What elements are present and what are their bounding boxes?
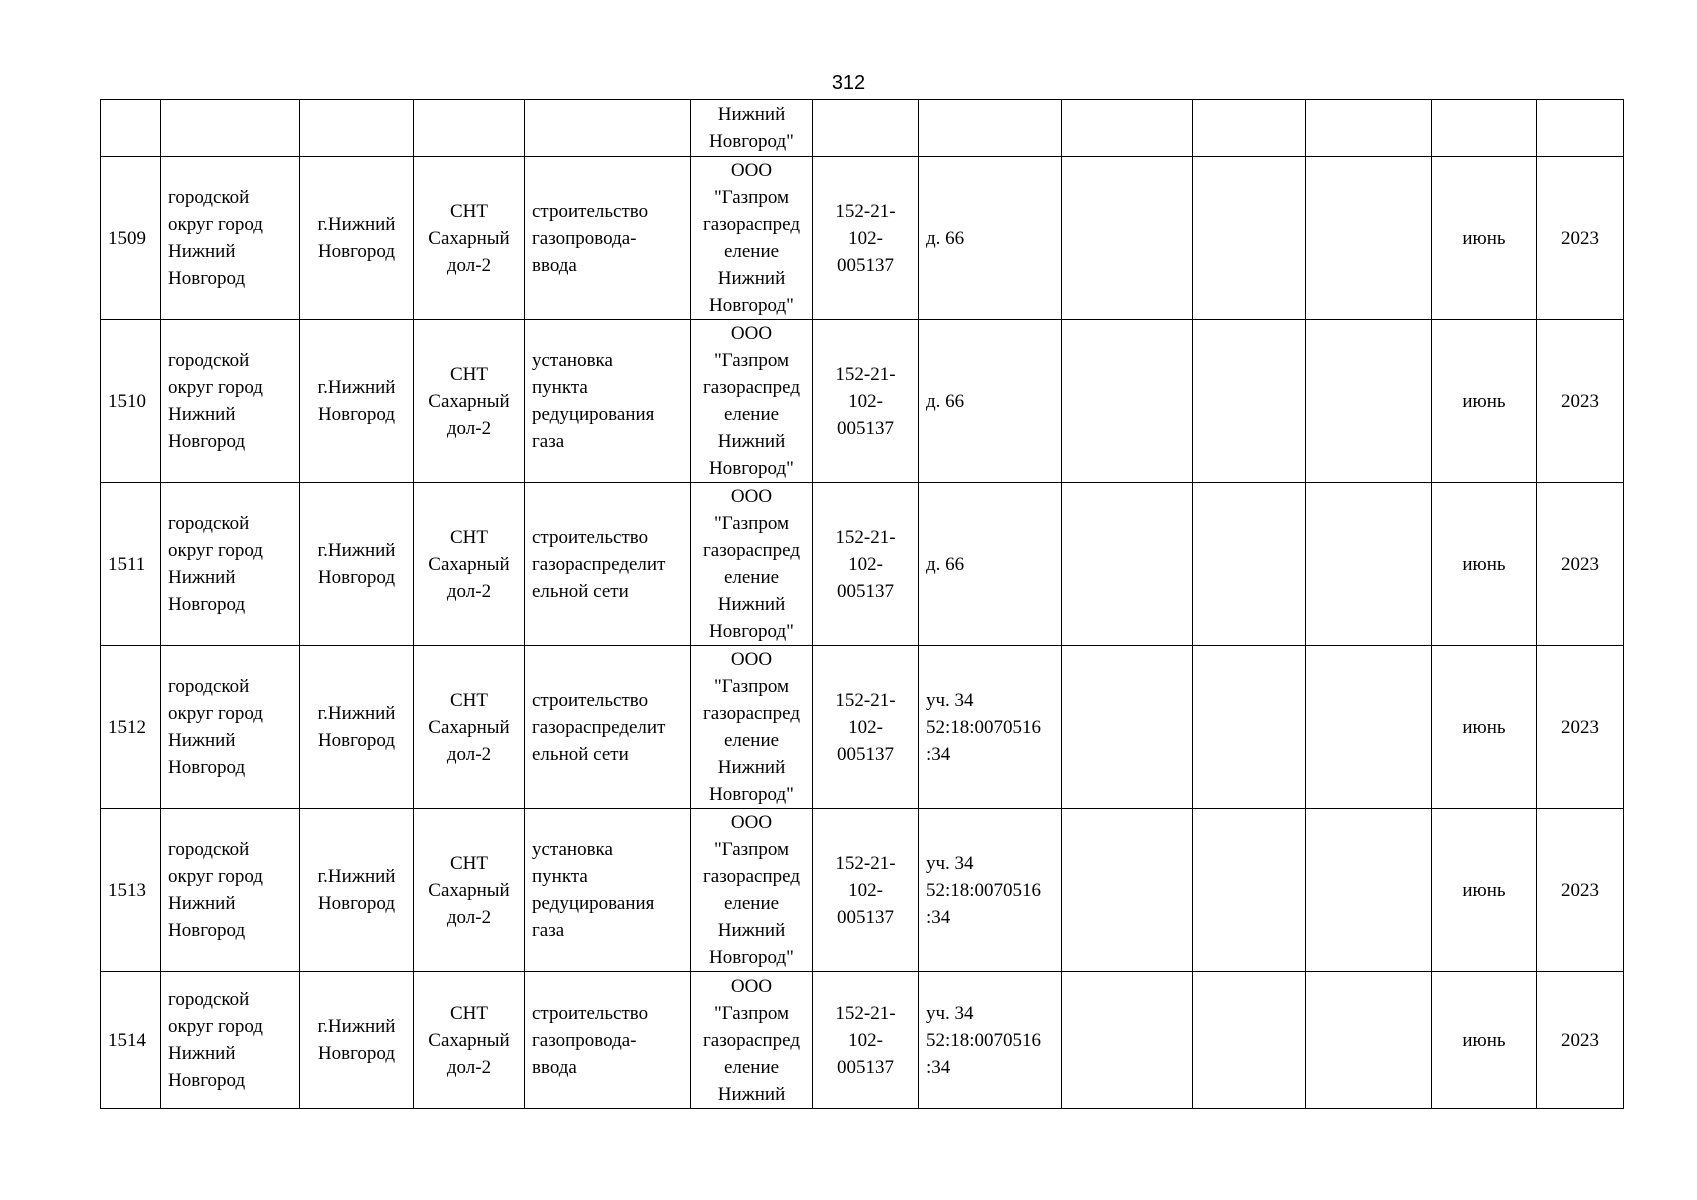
org-line: "Газпром	[713, 513, 790, 534]
district-line: Нижний	[168, 1043, 236, 1064]
year-cell: 2023	[1537, 646, 1624, 809]
city-cell	[300, 483, 414, 646]
district-line: округ город	[168, 214, 263, 235]
place-cell	[414, 646, 525, 809]
org-cell	[691, 972, 813, 1109]
org-line: Нижний	[717, 594, 786, 615]
empty-cell	[1062, 100, 1193, 157]
row-number-cell: 1514	[101, 972, 161, 1109]
place-cell	[414, 320, 525, 483]
empty-cell	[1062, 809, 1193, 972]
org-line: Нижний	[717, 104, 786, 125]
empty-cell	[1432, 100, 1537, 157]
place-line: СНТ	[450, 1002, 488, 1024]
empty-cell	[1193, 157, 1306, 320]
work-type-line: установка	[532, 839, 613, 860]
empty-cell	[101, 100, 161, 157]
code-cell	[813, 157, 919, 320]
empty-cell	[1062, 320, 1193, 483]
place-line: Сахарный	[428, 879, 510, 901]
empty-cell	[1193, 100, 1306, 157]
empty-cell	[1306, 157, 1432, 320]
row-number-cell: 1513	[101, 809, 161, 972]
empty-cell	[1306, 646, 1432, 809]
empty-cell	[1306, 100, 1432, 157]
org-line: газораспред	[702, 1029, 800, 1051]
city-line: Новгород	[317, 567, 396, 588]
month-cell: июнь	[1432, 972, 1537, 1109]
table-row	[101, 972, 1624, 1109]
address-cell	[919, 972, 1062, 1109]
work-type-line: ельной сети	[532, 743, 629, 765]
org-cell	[691, 483, 813, 646]
table-row	[101, 483, 1624, 646]
code-cell	[813, 972, 919, 1109]
table-row	[101, 809, 1624, 972]
empty-cell	[1193, 972, 1306, 1109]
table-row	[101, 157, 1624, 320]
work-type-line: ельной сети	[532, 580, 629, 602]
address-line: 52:18:0070516	[926, 716, 1042, 738]
district-line: округ город	[168, 540, 263, 561]
org-cell	[691, 157, 813, 320]
org-line: еление	[723, 241, 780, 262]
work-type-line: ввода	[532, 254, 577, 276]
empty-cell	[1062, 157, 1193, 320]
place-line: дол-2	[446, 743, 492, 765]
empty-cell	[414, 100, 525, 157]
address-line: :34	[926, 906, 951, 928]
address-cell	[919, 809, 1062, 972]
org-line: ООО	[730, 975, 773, 997]
empty-cell	[813, 100, 919, 157]
place-line: дол-2	[446, 1056, 492, 1078]
code-line: 152-21-	[835, 526, 896, 548]
work-type-cell	[525, 646, 691, 809]
code-line: 102-	[848, 879, 883, 901]
city-line: Новгород	[317, 1043, 396, 1064]
code-line: 102-	[848, 390, 883, 412]
district-line: Нижний	[168, 241, 236, 262]
work-type-line: строительство	[532, 200, 649, 222]
place-cell	[414, 157, 525, 320]
code-line: 102-	[848, 227, 883, 249]
district-line: Новгород	[168, 1070, 246, 1091]
district-line: Новгород	[168, 594, 246, 615]
empty-cell	[1306, 483, 1432, 646]
city-line: г.Нижний	[317, 214, 396, 235]
city-cell	[300, 646, 414, 809]
place-line: СНТ	[450, 200, 488, 222]
empty-cell	[1193, 483, 1306, 646]
code-line: 152-21-	[835, 363, 896, 385]
org-line: ООО	[730, 486, 773, 507]
city-cell	[300, 157, 414, 320]
district-cell	[161, 157, 300, 320]
district-line: Нижний	[168, 567, 236, 588]
address-line: :34	[926, 1056, 951, 1078]
org-line: "Газпром	[713, 187, 790, 208]
org-cell	[691, 646, 813, 809]
place-line: СНТ	[450, 689, 488, 711]
city-line: Новгород	[317, 730, 396, 751]
city-line: Новгород	[317, 893, 396, 914]
org-line: Новгород"	[709, 131, 794, 152]
org-line: ООО	[730, 323, 773, 344]
org-line: газораспред	[702, 866, 800, 887]
place-line: дол-2	[446, 580, 492, 602]
org-cell	[691, 100, 813, 157]
district-line: городской	[168, 989, 250, 1010]
empty-cell	[161, 100, 300, 157]
org-line: Нижний	[717, 757, 786, 778]
place-cell	[414, 972, 525, 1109]
empty-cell	[1193, 646, 1306, 809]
district-line: городской	[168, 350, 250, 371]
district-line: Нижний	[168, 893, 236, 914]
work-type-line: ввода	[532, 1056, 577, 1078]
city-line: г.Нижний	[317, 703, 396, 724]
address-cell	[919, 320, 1062, 483]
empty-cell	[1062, 483, 1193, 646]
place-line: Сахарный	[428, 553, 510, 575]
district-line: городской	[168, 513, 250, 534]
district-line: городской	[168, 187, 250, 208]
district-cell	[161, 646, 300, 809]
code-line: 005137	[837, 743, 894, 765]
work-type-line: газопровода-	[532, 227, 637, 249]
code-line: 005137	[837, 417, 894, 439]
table-body	[101, 100, 1624, 1109]
org-line: еление	[723, 730, 780, 751]
month-cell: июнь	[1432, 809, 1537, 972]
org-line: еление	[723, 893, 780, 914]
row-number-cell: 1511	[101, 483, 161, 646]
empty-cell	[1062, 972, 1193, 1109]
org-line: "Газпром	[713, 1002, 790, 1024]
org-line: ООО	[730, 160, 773, 181]
month-cell: июнь	[1432, 646, 1537, 809]
code-line: 152-21-	[835, 1002, 896, 1024]
address-line: д. 66	[926, 227, 965, 249]
place-line: дол-2	[446, 417, 492, 439]
address-cell	[919, 157, 1062, 320]
work-type-line: газораспределит	[532, 553, 666, 575]
district-line: Новгород	[168, 920, 246, 941]
empty-cell	[1062, 646, 1193, 809]
place-cell	[414, 483, 525, 646]
code-line: 005137	[837, 906, 894, 928]
code-cell	[813, 809, 919, 972]
work-type-line: редуцирования	[532, 404, 655, 425]
continuation-row	[101, 100, 1624, 157]
city-line: г.Нижний	[317, 1016, 396, 1037]
org-line: "Газпром	[713, 839, 790, 860]
org-line: ООО	[730, 812, 773, 833]
org-line: Нижний	[717, 920, 786, 941]
org-line: газораспред	[702, 214, 800, 235]
place-line: Сахарный	[428, 1029, 510, 1051]
row-number-cell: 1512	[101, 646, 161, 809]
district-line: округ город	[168, 866, 263, 887]
month-cell: июнь	[1432, 157, 1537, 320]
empty-cell	[525, 100, 691, 157]
district-line: Нижний	[168, 404, 236, 425]
district-line: округ город	[168, 1016, 263, 1037]
district-line: Новгород	[168, 268, 246, 289]
city-cell	[300, 320, 414, 483]
org-line: газораспред	[702, 703, 800, 724]
month-cell: июнь	[1432, 320, 1537, 483]
code-line: 152-21-	[835, 200, 896, 222]
empty-cell	[300, 100, 414, 157]
org-cell	[691, 320, 813, 483]
code-line: 102-	[848, 553, 883, 575]
district-line: округ город	[168, 377, 263, 398]
empty-cell	[1306, 320, 1432, 483]
code-line: 005137	[837, 580, 894, 602]
work-type-line: пункта	[532, 866, 588, 887]
district-cell	[161, 809, 300, 972]
org-line: Нижний	[717, 431, 786, 452]
place-line: Сахарный	[428, 716, 510, 738]
city-line: г.Нижний	[317, 866, 396, 887]
year-cell: 2023	[1537, 483, 1624, 646]
address-line: :34	[926, 743, 951, 765]
empty-cell	[919, 100, 1062, 157]
district-line: Новгород	[168, 431, 246, 452]
address-line: 52:18:0070516	[926, 1029, 1042, 1051]
district-cell	[161, 320, 300, 483]
empty-cell	[1306, 809, 1432, 972]
code-line: 102-	[848, 716, 883, 738]
place-line: СНТ	[450, 852, 488, 874]
table-row	[101, 646, 1624, 809]
org-line: Новгород"	[709, 947, 794, 968]
work-type-cell	[525, 809, 691, 972]
work-type-line: пункта	[532, 377, 588, 398]
work-type-line: редуцирования	[532, 893, 655, 914]
org-line: Нижний	[717, 1083, 786, 1105]
district-line: городской	[168, 676, 250, 697]
code-line: 102-	[848, 1029, 883, 1051]
row-number-cell: 1510	[101, 320, 161, 483]
code-cell	[813, 320, 919, 483]
district-line: городской	[168, 839, 250, 860]
year-cell: 2023	[1537, 809, 1624, 972]
work-type-line: газопровода-	[532, 1029, 637, 1051]
org-line: еление	[723, 567, 780, 588]
address-cell	[919, 483, 1062, 646]
code-line: 005137	[837, 254, 894, 276]
org-line: еление	[723, 1056, 780, 1078]
place-line: дол-2	[446, 906, 492, 928]
org-line: "Газпром	[713, 676, 790, 697]
work-type-cell	[525, 972, 691, 1109]
page-number: 312	[831, 72, 866, 94]
place-line: СНТ	[450, 363, 488, 385]
month-cell: июнь	[1432, 483, 1537, 646]
address-cell	[919, 646, 1062, 809]
district-line: Новгород	[168, 757, 246, 778]
empty-cell	[1306, 972, 1432, 1109]
city-line: г.Нижний	[317, 377, 396, 398]
work-type-line: газа	[532, 920, 565, 941]
year-cell: 2023	[1537, 972, 1624, 1109]
work-type-line: газа	[532, 431, 565, 452]
code-cell	[813, 483, 919, 646]
place-line: дол-2	[446, 254, 492, 276]
district-line: округ город	[168, 703, 263, 724]
place-cell	[414, 809, 525, 972]
address-line: д. 66	[926, 390, 965, 412]
org-line: Новгород"	[709, 621, 794, 642]
org-line: Нижний	[717, 268, 786, 289]
district-cell	[161, 483, 300, 646]
city-line: г.Нижний	[317, 540, 396, 561]
org-line: Новгород"	[709, 458, 794, 479]
code-line: 005137	[837, 1056, 894, 1078]
code-line: 152-21-	[835, 852, 896, 874]
org-line: газораспред	[702, 540, 800, 561]
address-line: уч. 34	[926, 689, 974, 711]
work-type-cell	[525, 320, 691, 483]
org-line: Новгород"	[709, 295, 794, 316]
address-line: д. 66	[926, 553, 965, 575]
city-line: Новгород	[317, 404, 396, 425]
place-line: СНТ	[450, 526, 488, 548]
work-type-line: строительство	[532, 689, 649, 711]
org-line: ООО	[730, 649, 773, 670]
work-type-cell	[525, 483, 691, 646]
empty-cell	[1537, 100, 1624, 157]
work-type-line: строительство	[532, 1002, 649, 1024]
year-cell: 2023	[1537, 320, 1624, 483]
org-line: "Газпром	[713, 350, 790, 371]
address-line: уч. 34	[926, 852, 974, 874]
city-cell	[300, 972, 414, 1109]
district-cell	[161, 972, 300, 1109]
org-cell	[691, 809, 813, 972]
place-line: Сахарный	[428, 390, 510, 412]
table-row	[101, 320, 1624, 483]
code-cell	[813, 646, 919, 809]
row-number-cell: 1509	[101, 157, 161, 320]
org-line: газораспред	[702, 377, 800, 398]
place-line: Сахарный	[428, 227, 510, 249]
work-type-line: установка	[532, 350, 613, 371]
org-line: еление	[723, 404, 780, 425]
empty-cell	[1193, 809, 1306, 972]
work-type-line: строительство	[532, 526, 649, 548]
empty-cell	[1193, 320, 1306, 483]
district-line: Нижний	[168, 730, 236, 751]
address-line: 52:18:0070516	[926, 879, 1042, 901]
register-table	[100, 99, 1624, 1109]
year-cell: 2023	[1537, 157, 1624, 320]
code-line: 152-21-	[835, 689, 896, 711]
work-type-line: газораспределит	[532, 716, 666, 738]
city-cell	[300, 809, 414, 972]
address-line: уч. 34	[926, 1002, 974, 1024]
org-line: Новгород"	[709, 784, 794, 805]
work-type-cell	[525, 157, 691, 320]
city-line: Новгород	[317, 241, 396, 262]
